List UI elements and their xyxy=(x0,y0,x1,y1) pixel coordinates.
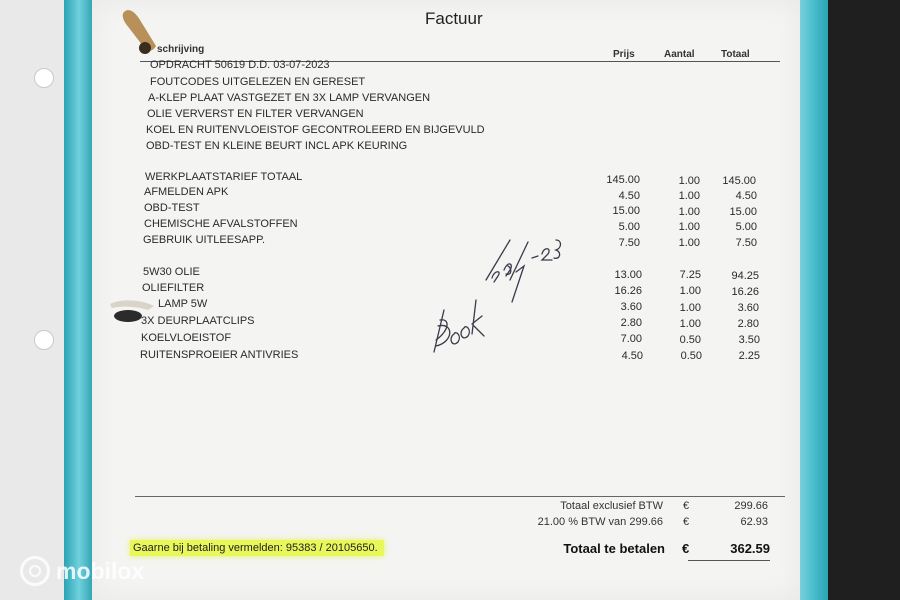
header-description: schrijving xyxy=(157,44,205,55)
line-item-total: 2.80 xyxy=(737,318,759,330)
grand-total-currency: € xyxy=(682,541,690,556)
line-item-price: 13.00 xyxy=(614,269,642,281)
line-item-total: 3.60 xyxy=(737,302,759,314)
line-item-quantity: 1.00 xyxy=(678,190,700,202)
line-item-price: 7.50 xyxy=(618,237,640,249)
punch-hole-bottom xyxy=(34,330,54,350)
line-item-quantity: 7.25 xyxy=(679,269,701,281)
line-item-quantity: 1.00 xyxy=(678,221,700,233)
line-item-description: RUITENSPROEIER ANTIVRIES xyxy=(140,349,299,361)
grand-total-value: 362.59 xyxy=(730,541,770,556)
line-item-price: 145.00 xyxy=(606,174,640,186)
vat-label: 21.00 % BTW van 299.66 xyxy=(537,516,663,528)
brand-logo-icon xyxy=(20,556,50,586)
brass-fastener-bottom xyxy=(108,294,160,326)
line-item-description: LAMP 5W xyxy=(158,298,208,310)
subtotal-value: 299.66 xyxy=(734,500,768,512)
line-item-description: KOELVLOEISTOF xyxy=(141,332,232,344)
vat-currency: € xyxy=(683,516,690,528)
invoice-title: Factuur xyxy=(425,9,483,28)
watermark xyxy=(20,556,144,586)
line-item-quantity: 1.00 xyxy=(679,285,701,297)
line-item-total: 94.25 xyxy=(731,270,759,282)
description-line: KOEL EN RUITENVLOEISTOF GECONTROLEERD EN BIJGEVULD xyxy=(146,124,485,136)
line-item-total: 145.00 xyxy=(722,175,756,187)
line-item-description: CHEMISCHE AFVALSTOFFEN xyxy=(144,218,298,230)
binder-strip-left xyxy=(64,0,94,600)
header-quantity: Aantal xyxy=(664,49,695,60)
subtotal-label: Totaal exclusief BTW xyxy=(560,500,663,512)
line-item-price: 15.00 xyxy=(612,205,640,217)
line-item-price: 16.26 xyxy=(614,285,642,297)
line-item-description: GEBRUIK UITLEESAPP. xyxy=(143,234,266,246)
line-item-total: 15.00 xyxy=(729,206,757,218)
line-item-price: 4.50 xyxy=(618,190,640,202)
line-item-description: WERKPLAATSTARIEF TOTAAL xyxy=(145,171,303,183)
line-item-quantity: 1.00 xyxy=(679,318,701,330)
watermark-brand: mobilox xyxy=(56,557,145,584)
line-item-quantity: 1.00 xyxy=(678,237,700,249)
line-item-price: 5.00 xyxy=(618,221,640,233)
header-price: Prijs xyxy=(613,49,635,60)
description-line: OBD-TEST EN KLEINE BEURT INCL APK KEURING xyxy=(146,140,408,152)
brass-fastener-top xyxy=(118,6,168,56)
header-total: Totaal xyxy=(721,49,750,60)
line-item-quantity: 0.50 xyxy=(679,334,701,346)
line-item-total: 16.26 xyxy=(731,286,759,298)
description-line: FOUTCODES UITGELEZEN EN GERESET xyxy=(150,76,366,88)
line-item-quantity: 1.00 xyxy=(678,175,700,187)
line-item-quantity: 1.00 xyxy=(679,302,701,314)
line-item-quantity: 0.50 xyxy=(680,350,702,362)
handwritten-note xyxy=(420,230,570,355)
line-item-description: OLIEFILTER xyxy=(142,282,205,294)
background-left xyxy=(0,0,70,600)
line-item-price: 3.60 xyxy=(620,301,642,313)
line-item-total: 2.25 xyxy=(738,350,760,362)
line-item-description: AFMELDEN APK xyxy=(144,186,229,198)
line-item-description: 3X DEURPLAATCLIPS xyxy=(141,315,255,327)
line-item-description: OBD-TEST xyxy=(144,202,200,214)
line-item-total: 3.50 xyxy=(738,334,760,346)
punch-hole-top xyxy=(34,68,54,88)
subtotal-currency: € xyxy=(683,500,690,512)
description-line: OPDRACHT 50619 D.D. 03-07-2023 xyxy=(150,59,330,71)
line-item-price: 7.00 xyxy=(620,333,642,345)
line-item-price: 4.50 xyxy=(621,350,643,362)
line-item-total: 4.50 xyxy=(735,190,757,202)
line-item-price: 2.80 xyxy=(620,317,642,329)
vat-value: 62.93 xyxy=(740,516,768,528)
grand-total-label: Totaal te betalen xyxy=(563,541,665,556)
description-line: OLIE VERVERST EN FILTER VERVANGEN xyxy=(147,108,364,120)
grand-total-underline xyxy=(688,560,770,561)
line-item-total: 7.50 xyxy=(735,237,757,249)
payment-reference-note: Gaarne bij betaling vermelden: 95383 / 20105650. xyxy=(130,540,384,556)
line-item-description: 5W30 OLIE xyxy=(143,266,200,278)
line-item-total: 5.00 xyxy=(735,221,757,233)
description-line: A-KLEP PLAAT VASTGEZET EN 3X LAMP VERVANGEN xyxy=(148,92,431,104)
background-right xyxy=(820,0,900,600)
line-item-quantity: 1.00 xyxy=(678,206,700,218)
totals-divider xyxy=(135,496,785,497)
